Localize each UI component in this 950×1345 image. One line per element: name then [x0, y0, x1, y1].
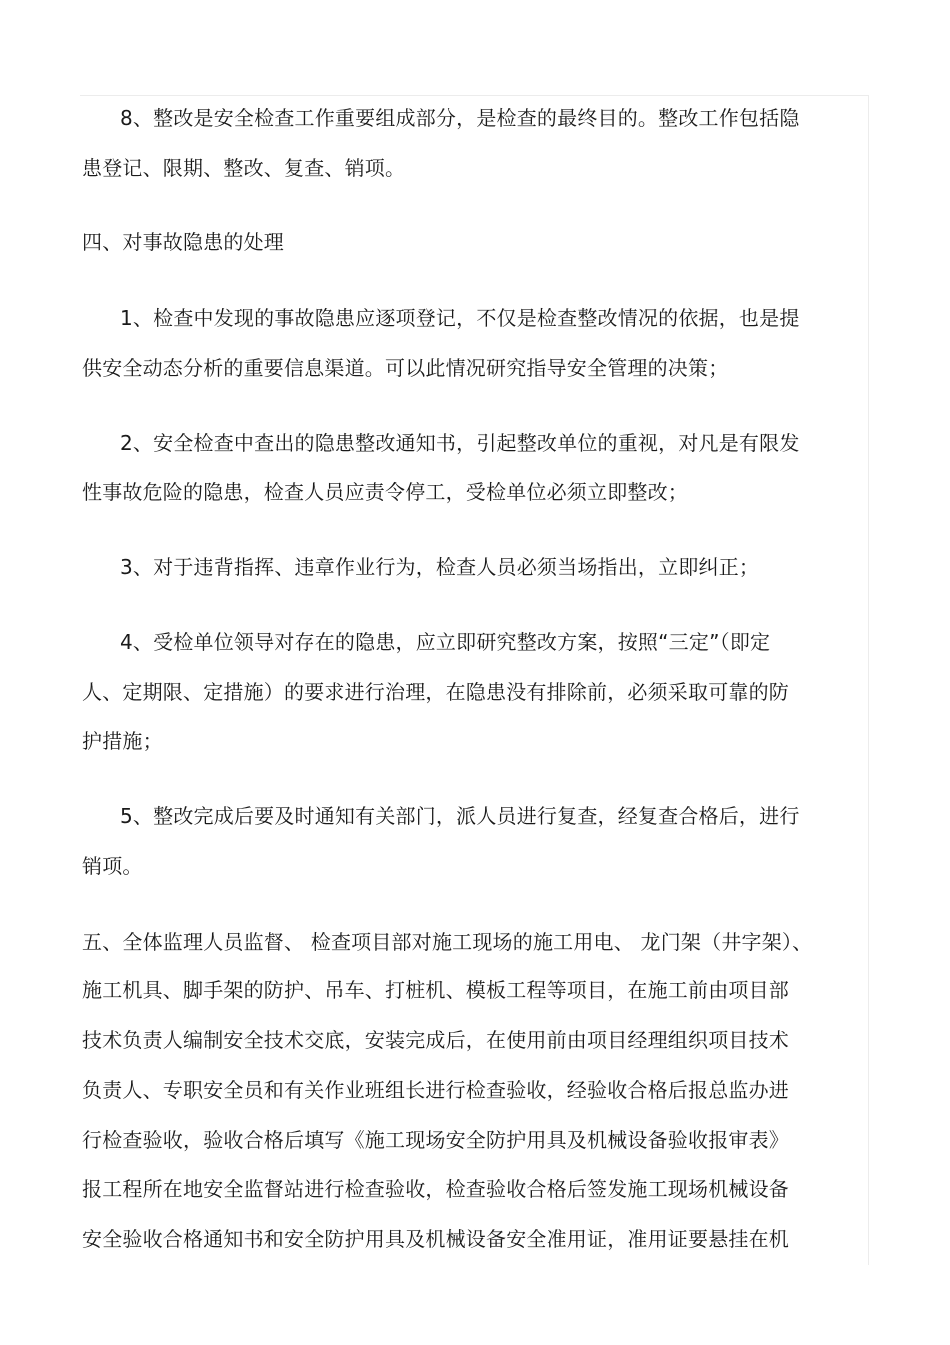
- text-line: 报工程所在地安全监督站进行检查验收，检查验收合格后签发施工现场机械设备: [82, 1177, 789, 1201]
- text-line: 人、定期限、定措施）的要求进行治理，在隐患没有排除前，必须采取可靠的防: [82, 680, 789, 704]
- text-line: 3、对于违背指挥、违章作业行为，检查人员必须当场指出，立即纠正；: [120, 555, 760, 579]
- text-line: 4、受检单位领导对存在的隐患，应立即研究整改方案，按照“三定”（即定: [120, 630, 771, 654]
- text-line: 8、整改是安全检查工作重要组成部分，是检查的最终目的。整改工作包括隐: [120, 106, 800, 130]
- text-line: 安全验收合格通知书和安全防护用具及机械设备安全准用证，准用证要悬挂在机: [82, 1227, 789, 1251]
- text-line: 施工机具、脚手架的防护、吊车、打桩机、模板工程等项目，在施工前由项目部: [82, 978, 789, 1002]
- text-line: 供安全动态分析的重要信息渠道。可以此情况研究指导安全管理的决策；: [82, 356, 729, 380]
- section-heading: 四、对事故隐患的处理: [82, 230, 284, 254]
- text-line: 患登记、限期、整改、复查、销项。: [82, 156, 406, 180]
- text-line: 负责人、专职安全员和有关作业班组长进行检查验收，经验收合格后报总监办进: [82, 1078, 789, 1102]
- text-line: 1、检查中发现的事故隐患应逐项登记，不仅是检查整改情况的依据，也是提: [120, 306, 800, 330]
- text-line: 技术负责人编制安全技术交底，安装完成后，在使用前由项目经理组织项目技术: [82, 1028, 789, 1052]
- text-line: 护措施；: [82, 729, 163, 753]
- text-line: 性事故危险的隐患，检查人员应责令停工，受检单位必须立即整改；: [82, 480, 688, 504]
- text-line: 5、整改完成后要及时通知有关部门，派人员进行复查，经复查合格后，进行: [120, 804, 800, 828]
- section-heading: 五、全体监理人员监督、 检查项目部对施工现场的施工用电、 龙门架（井字架）、: [82, 930, 813, 954]
- text-line: 2、安全检查中查出的隐患整改通知书，引起整改单位的重视，对凡是有限发: [120, 431, 800, 455]
- text-line: 销项。: [82, 854, 143, 878]
- text-line: 行检查验收，验收合格后填写《施工现场安全防护用具及机械设备验收报审表》: [82, 1128, 789, 1152]
